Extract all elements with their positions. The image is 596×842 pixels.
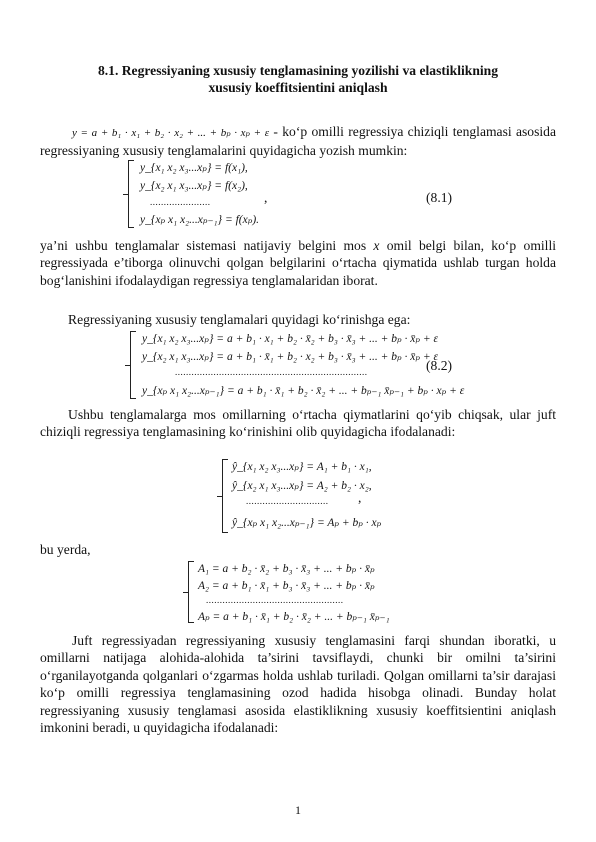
paragraph-partial-forms: Regressiyaning xususiy tenglamalari quyidagi ko‘rinishga ega: [68, 312, 411, 327]
section-title [40, 62, 556, 96]
eq2-dots: ...................................................................... [175, 367, 368, 377]
page-number: 1 [295, 803, 301, 817]
eq2-number: (8.2) [426, 358, 453, 373]
eq1-line-2: y_{x₂ x₁ x₃...xₚ} = f(x₂), [140, 180, 248, 192]
eq1-number: (8.1) [426, 190, 453, 205]
paragraph-intro [40, 123, 556, 160]
paragraph-where: bu yerda, [40, 542, 91, 557]
eq2-line-1: y_{x₁ x₂ x₃...xₚ} = a + b₁ · x₁ + b₂ · x̄₂ + b₃ · x̄₃ + ... + bₚ · x̄ₚ + ε [142, 333, 439, 345]
paragraph-elasticity: Juft regressiyadan regressiyaning xususiy tenglamasini farqi shundan iboratki, u omillarni natijaga alohida-alohida ta’sirini tavsiflaydi, chunki bir omilni ta’sirini o‘rganilayotganda qolganlari o‘zgarmas holda ushlab turiladi. Qolgan omillarni ta’sir darajasi ko‘p omilli regressiya tenglamasining ozod hadida hisobga olinadi. Bunday holat regressiyaning xususiy tenglamasi asosida elastiklikning xususiy koeffitsientini aniqlash imkonini beradi, u quyidagicha ifodalanadi: [40, 633, 556, 736]
eq3-line-1: ŷ_{x₁ x₂ x₃...xₚ} = A₁ + b₁ · x₁, [232, 461, 372, 473]
eq4-line-2: A₂ = a + b₁ · x̄₁ + b₃ · x̄₃ + ... + bₚ · x̄ₚ [198, 580, 375, 592]
eq2-line-3: y_{xₚ x₁ x₂...xₚ₋₁} = a + b₁ · x̄₁ + b₂ · x̄₂ + ... + bₚ₋₁ x̄ₚ₋₁ + bₚ · xₚ + ε [142, 385, 465, 397]
paragraph-intro-text: - ko‘p omilli regressiya chiziqli tenglamasi asosida regressiyaning xususiy tenglamalarini quyidagicha yozish mumkin: [40, 124, 556, 159]
eq2-line-2: y_{x₂ x₁ x₃...xₚ} = a + b₁ · x̄₁ + b₂ · x₂ + b₃ · x̄₃ + ... + bₚ · x̄ₚ + ε [142, 351, 439, 363]
paragraph-system-text-a: ya’ni ushbu tenglamalar sistemasi natijaviy belgini mos [40, 238, 374, 253]
section-title-line-1: 8.1. Regressiyaning xususiy tenglamasining yozilishi va elastiklikning [97, 63, 499, 78]
eq4-brace [188, 561, 194, 623]
paragraph-system-text-b: omil belgi bilan, ko‘p omilli regressiyada e’tiborga olinuvchi qolgan belgilarini o‘rtacha qiymatida ushlab turgan holda bog‘lanishini ifodalaydigan regressiya tenglamalaridan iborat. [40, 238, 556, 288]
paragraph-system-explanation [40, 237, 556, 289]
eq3-comma: , [358, 490, 362, 505]
eq4-line-3: Aₚ = a + b₁ · x̄₁ + b₂ · x̄₂ + ... + bₚ₋₁ x̄ₚ₋₁ [198, 611, 390, 623]
intro-equation: y = a + b₁ · x₁ + b₂ · x₂ + ... + bₚ · xₚ + ε [72, 127, 270, 139]
eq3-line-2: ŷ_{x₂ x₁ x₃...xₚ} = A₂ + b₂ · x₂, [232, 480, 372, 492]
eq1-line-1: y_{x₁ x₂ x₃...xₚ} = f(x₁), [140, 162, 248, 174]
eq3-brace [222, 459, 228, 533]
section-title-line-2: xususiy koeffitsientini aniqlash [208, 80, 388, 95]
variable-x: x [373, 238, 380, 253]
eq4-dots: .................................................. [206, 595, 344, 605]
eq4-line-1: A₁ = a + b₂ · x̄₂ + b₃ · x̄₃ + ... + bₚ · x̄ₚ [198, 563, 375, 575]
eq1-line-3: y_{xₚ x₁ x₂...xₚ₋₁} = f(xₚ). [140, 214, 260, 226]
paragraph-pair-regression: Ushbu tenglamalarga mos omillarning o‘rtacha qiymatlarini qo‘yib chiqsak, ular juft chiziqli regressiya tenglamasining ko‘rinishini olib quyidagicha ifodalanadi: [40, 407, 556, 440]
eq3-dots: .............................. [246, 496, 329, 506]
eq1-dots: ...................... [150, 197, 211, 207]
eq1-brace [128, 160, 134, 228]
eq3-line-3: ŷ_{xₚ x₁ x₂...xₚ₋₁} = Aₚ + bₚ · xₚ [232, 517, 382, 529]
eq2-brace [130, 331, 136, 399]
eq1-comma: , [264, 190, 268, 205]
